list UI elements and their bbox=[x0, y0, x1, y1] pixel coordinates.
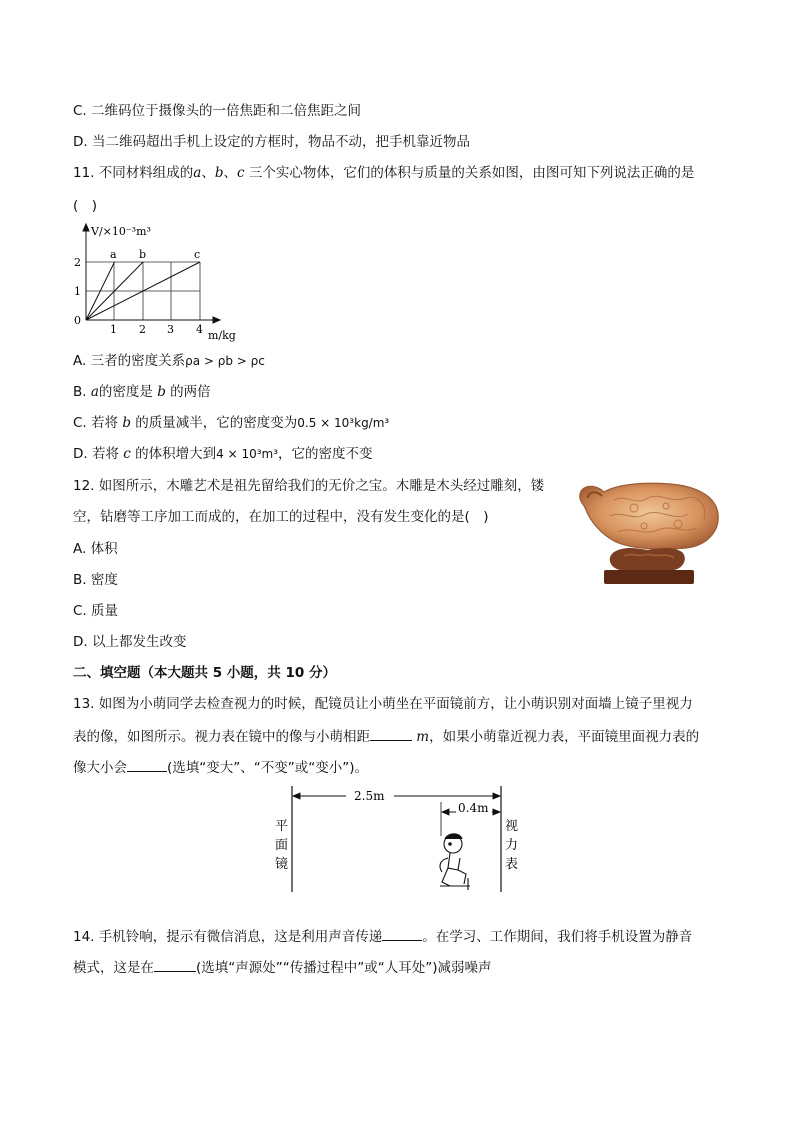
distance-label-total: 2.5m bbox=[354, 789, 385, 803]
q12-option-a: A. 体积 bbox=[73, 541, 118, 557]
line-label-b: b bbox=[139, 248, 147, 261]
eye-chart-label-2: 力 bbox=[505, 838, 519, 853]
q14-line2: 模式，这是在 (选填“声源处”“传播过程中”或“人耳处”)减弱噪声 bbox=[73, 957, 492, 978]
x-tick-2: 2 bbox=[139, 323, 146, 336]
y-axis-label: V/×10⁻³m³ bbox=[91, 225, 151, 238]
q12-stem-line2: 空，钻磨等工序加工而成的，在加工的过程中，没有发生变化的是( ) bbox=[73, 509, 489, 525]
y-tick-2: 2 bbox=[74, 256, 81, 269]
x-axis-label: m/kg bbox=[208, 329, 236, 342]
section-2-header: 二、填空题（本大题共 5 小题，共 10 分） bbox=[73, 665, 336, 681]
y-tick-1: 1 bbox=[74, 285, 81, 298]
q10-option-c: C. 二维码位于摄像头的一倍焦距和二倍焦距之间 bbox=[73, 103, 362, 119]
q13-blank-1[interactable] bbox=[370, 726, 412, 741]
line-label-a: a bbox=[110, 248, 117, 261]
q11-option-b: B. a的密度是 b 的两倍 bbox=[73, 384, 211, 400]
q12-option-c: C. 质量 bbox=[73, 603, 119, 619]
mirror-label-1: 平 bbox=[275, 819, 289, 834]
eye-chart-label-1: 视 bbox=[505, 819, 519, 834]
q14-line1: 14. 手机铃响，提示有微信消息，这是利用声音传递 。在学习、工作期间，我们将手机设置为静音 bbox=[73, 926, 692, 947]
q11-answer-paren: ( ) bbox=[73, 198, 98, 214]
x-tick-3: 3 bbox=[167, 323, 174, 336]
graph-axes bbox=[83, 224, 220, 323]
q12-stem-line1: 12. 如图所示，木雕艺术是祖先留给我们的无价之宝。木雕是木头经过雕刻，镂 bbox=[73, 478, 545, 494]
q13-blank-2[interactable] bbox=[127, 757, 167, 772]
line-label-c: c bbox=[194, 248, 201, 261]
mirror-label-3: 镜 bbox=[275, 857, 289, 872]
q12-option-b: B. 密度 bbox=[73, 572, 118, 588]
q11-option-d: D. 若将 c 的体积增大到4 × 10³m³，它的密度不变 bbox=[73, 446, 373, 462]
eye-chart-label-3: 表 bbox=[505, 857, 519, 872]
wood-carving-image bbox=[574, 476, 722, 588]
q11-stem: 11. 不同材料组成的a、b、c 三个实心物体，它们的体积与质量的关系如图，由图可知下列说法正确的是 bbox=[73, 165, 695, 181]
q14-blank-2[interactable] bbox=[154, 957, 196, 972]
q10-option-d: D. 当二维码超出手机上设定的方框时，物品不动，把手机靠近物品 bbox=[73, 134, 470, 150]
q11-option-a: A. 三者的密度关系ρa > ρb > ρc bbox=[73, 353, 265, 369]
distance-arrow-total bbox=[293, 793, 500, 799]
distance-label-small: 0.4m bbox=[458, 801, 489, 815]
seated-person-icon bbox=[440, 834, 470, 890]
x-tick-4: 4 bbox=[196, 323, 203, 336]
q11-option-c: C. 若将 b 的质量减半，它的密度变为0.5 × 10³kg/m³ bbox=[73, 415, 390, 431]
x-tick-1: 1 bbox=[110, 323, 117, 336]
mirror-eye-chart-figure bbox=[270, 786, 530, 896]
mirror-label-2: 面 bbox=[275, 838, 289, 853]
origin-label: 0 bbox=[74, 314, 81, 327]
q13-line3: 像大小会 (选填“变大”、“不变”或“变小”)。 bbox=[73, 757, 368, 778]
q14-blank-1[interactable] bbox=[382, 926, 422, 941]
q13-line1: 13. 如图为小萌同学去检查视力的时候，配镜员让小萌坐在平面镜前方，让小萌识别对面墙上镜子里视力 bbox=[73, 696, 693, 712]
q13-line2: 表的像，如图所示。视力表在镜中的像与小萌相距 m，如果小萌靠近视力表，平面镜里面视力表的 bbox=[73, 726, 699, 747]
volume-mass-graph bbox=[68, 222, 248, 346]
q12-option-d: D. 以上都发生改变 bbox=[73, 634, 187, 650]
